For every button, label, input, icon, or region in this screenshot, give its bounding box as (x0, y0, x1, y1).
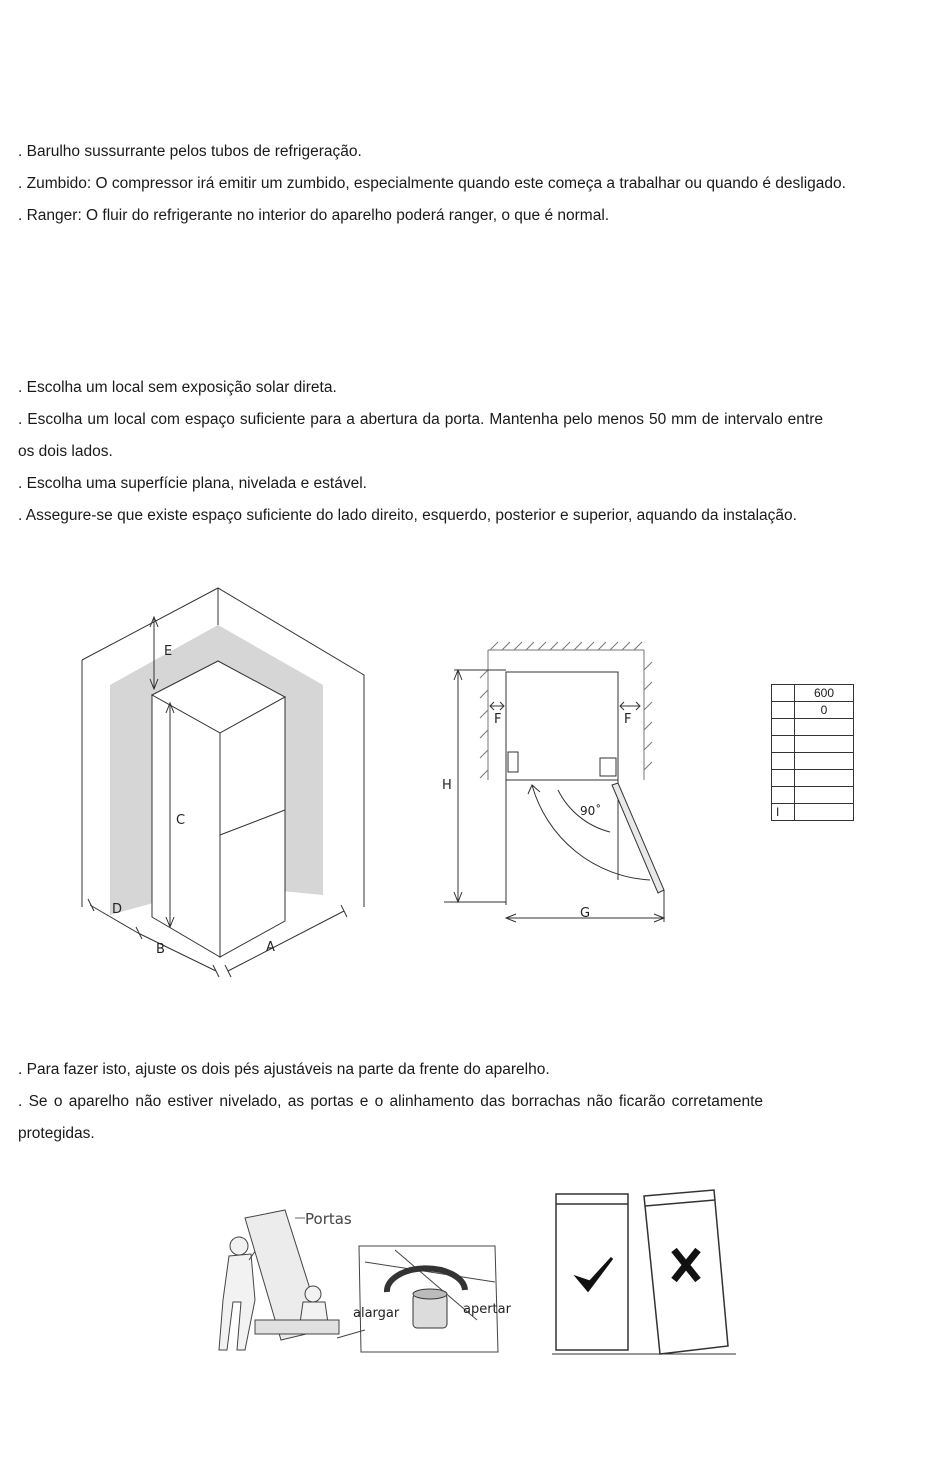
noise-creak-text: . Ranger: O fluir do refrigerante no interior do aparelho poderá ranger, o que é normal. (18, 207, 610, 224)
fridge-top-view (506, 672, 618, 905)
location-sun-text: . Escolha um local sem exposição solar direta. (18, 379, 337, 396)
open-door (612, 783, 664, 893)
isometric-clearance-diagram (78, 585, 368, 985)
dimension-table-value-cell (795, 719, 854, 736)
fridge-body (152, 661, 285, 957)
adjustable-foot-knob (413, 1289, 447, 1328)
floor-base (255, 1320, 339, 1334)
dimension-h (444, 670, 506, 902)
dimension-table-row (772, 770, 854, 787)
tilted-fridge-incorrect (644, 1190, 728, 1354)
label-c: C (176, 813, 186, 828)
top-view-door-diagram (440, 640, 670, 925)
location-surface-text: . Escolha uma superfície plana, nivelada e estável. (18, 475, 367, 492)
dimension-table-value-cell (795, 736, 854, 753)
label-g: G (580, 906, 591, 921)
leveling-seal-text: . Se o aparelho não estiver nivelado, as portas e o alinhamento das borrachas não ficarão corretamente protegidas. (18, 1093, 763, 1142)
leveling-feet-text: . Para fazer isto, ajuste os dois pés ajustáveis na parte da frente do aparelho. (18, 1061, 550, 1078)
dimension-table-value-cell (795, 753, 854, 770)
dimension-table-value-cell: 0 (795, 702, 854, 719)
label-f-right: F (624, 712, 632, 727)
label-apertar: apertar (463, 1302, 511, 1317)
dimension-table-key-cell (772, 702, 795, 719)
label-h: H (442, 778, 452, 793)
dimension-table-row (772, 685, 854, 702)
dimension-table-row (772, 736, 854, 753)
label-portas: Portas (305, 1210, 352, 1228)
dimension-table-key-cell (772, 685, 795, 702)
dimension-table-key-cell (772, 736, 795, 753)
location-door-space-text: . Escolha um local com espaço suficiente para a abertura da porta. Mantenha pelo menos 50 mm de intervalo entre os dois lados. (18, 411, 823, 460)
dimension-table-value-cell (795, 770, 854, 787)
dimension-table-row (772, 702, 854, 719)
level-fridge-correct (556, 1194, 628, 1350)
location-section (18, 372, 863, 532)
dimension-table-row (772, 753, 854, 770)
dimension-table-row (772, 804, 854, 821)
dimension-table-key-cell (772, 753, 795, 770)
dimension-table-key-cell (772, 719, 795, 736)
label-f-left: F (494, 712, 502, 727)
label-a: A (266, 940, 275, 955)
dimension-table-key-cell (772, 770, 795, 787)
dimension-table-value-cell: 600 (795, 685, 854, 702)
level-check-illustration (550, 1186, 740, 1361)
label-alargar: alargar (353, 1306, 400, 1321)
label-d: D (112, 902, 123, 917)
label-angle: 90˚ (580, 804, 602, 818)
label-b: B (156, 942, 165, 957)
dimension-table-key-cell: I (772, 804, 795, 821)
leveling-illustration (215, 1190, 520, 1360)
dimension-table-body (772, 685, 854, 821)
location-clearance-text: . Assegure-se que existe espaço suficiente do lado direito, esquerdo, posterior e superior, aquando da instalação. (18, 507, 797, 524)
noise-whisper-text: . Barulho sussurrante pelos tubos de refrigeração. (18, 143, 362, 160)
dimension-table-value-cell (795, 804, 854, 821)
leveling-section (18, 1054, 763, 1150)
dimension-table-value-cell (795, 787, 854, 804)
label-e: E (164, 644, 173, 659)
dimension-table-row (772, 787, 854, 804)
noise-section (18, 136, 873, 232)
dimension-table (771, 684, 854, 821)
dimension-table-key-cell (772, 787, 795, 804)
noise-hum-text: . Zumbido: O compressor irá emitir um zumbido, especialmente quando este começa a trabalhar ou quando é desligado. (18, 175, 846, 192)
dimension-table-row (772, 719, 854, 736)
